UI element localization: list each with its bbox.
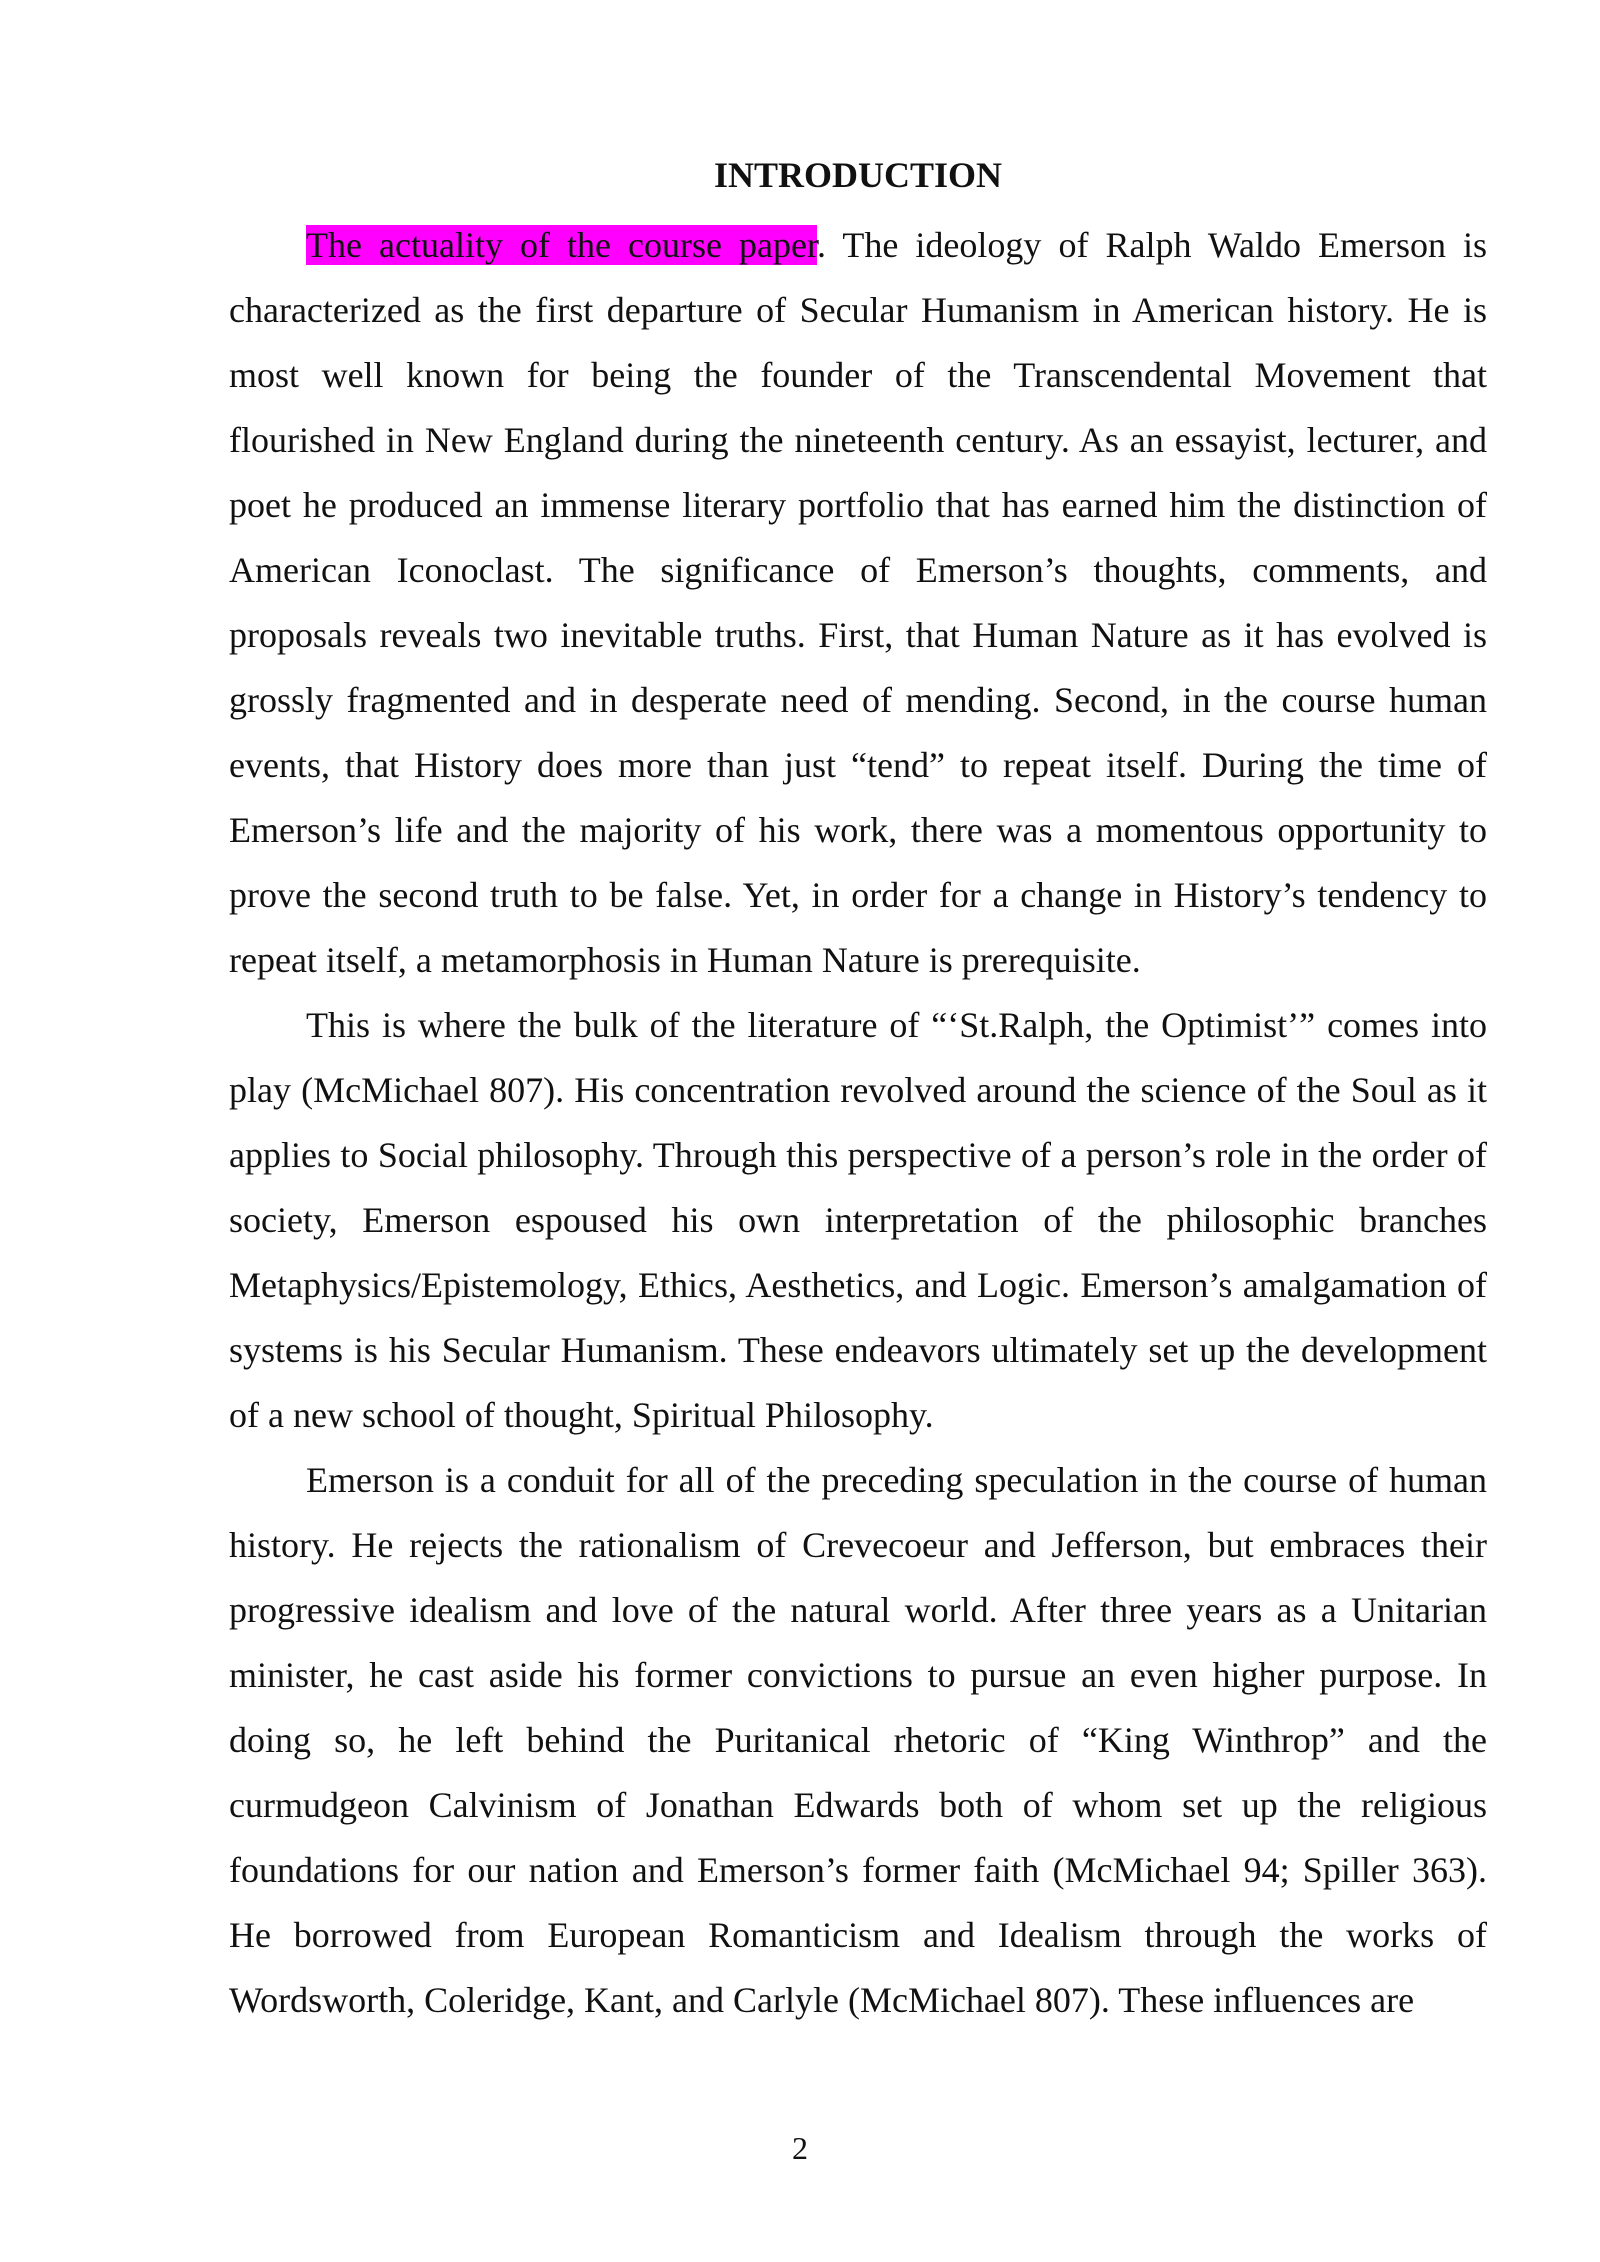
paragraph-actuality — [229, 213, 1487, 993]
paragraph-optimist — [229, 993, 1487, 1448]
highlighted-phrase: The actuality of the course paper — [306, 225, 818, 265]
page-content — [229, 148, 1487, 2033]
paragraph-conduit — [229, 1448, 1487, 2033]
section-heading: INTRODUCTION — [713, 155, 1003, 195]
paragraph-text: This is where the bulk of the literature of “‘St.Ralph, the Optimist’” comes into play (McMichael 807). His concentration revolved around the science of the Soul as it applies to Social philosophy. Through this perspective of a person’s role in the order of society, Emerson espoused his own interpretation of the philosophic branches Metaphysics/Epistemology, Ethics, Aesthetics, and Logic. Emerson’s amalgamation of systems is his Secular Humanism. These endeavors ultimately set up the development of a new school of thought, Spiritual Philosophy. — [229, 1005, 1487, 1435]
paragraph-text: Emerson is a conduit for all of the preceding speculation in the course of human history. He rejects the rationalism of Crevecoeur and Jefferson, but embraces their progressive idealism and love of the natural world. After three years as a Unitarian minister, he cast aside his former convictions to pursue an even higher purpose. In doing so, he left behind the Puritanical rhetoric of “King Winthrop” and the curmudgeon Calvinism of Jonathan Edwards both of whom set up the religious foundations for our nation and Emerson’s former faith (McMichael 94; Spiller 363). He borrowed from European Romanticism and Idealism through the works of Wordsworth, Coleridge, Kant, and Carlyle (McMichael 807). These influences are — [229, 1460, 1487, 2020]
paragraph-text: . The ideology of Ralph Waldo Emerson is characterized as the first departure of Secular Humanism in American history. He is most well known for being the founder of the Transcendental Movement that flourished in New England during the nineteenth century. As an essayist, lecturer, and poet he produced an immense literary portfolio that has earned him the distinction of American Iconoclast. The significance of Emerson’s thoughts, comments, and proposals reveals two inevitable truths. First, that Human Nature as it has evolved is grossly fragmented and in desperate need of mending. Second, in the course human events, that History does more than just “tend” to repeat itself. During the time of Emerson’s life and the majority of his work, there was a momentous opportunity to prove the second truth to be false. Yet, in order for a change in History’s tendency to repeat itself, a metamorphosis in Human Nature is prerequisite. — [229, 225, 1488, 980]
page-number: 2 — [792, 2130, 808, 2166]
